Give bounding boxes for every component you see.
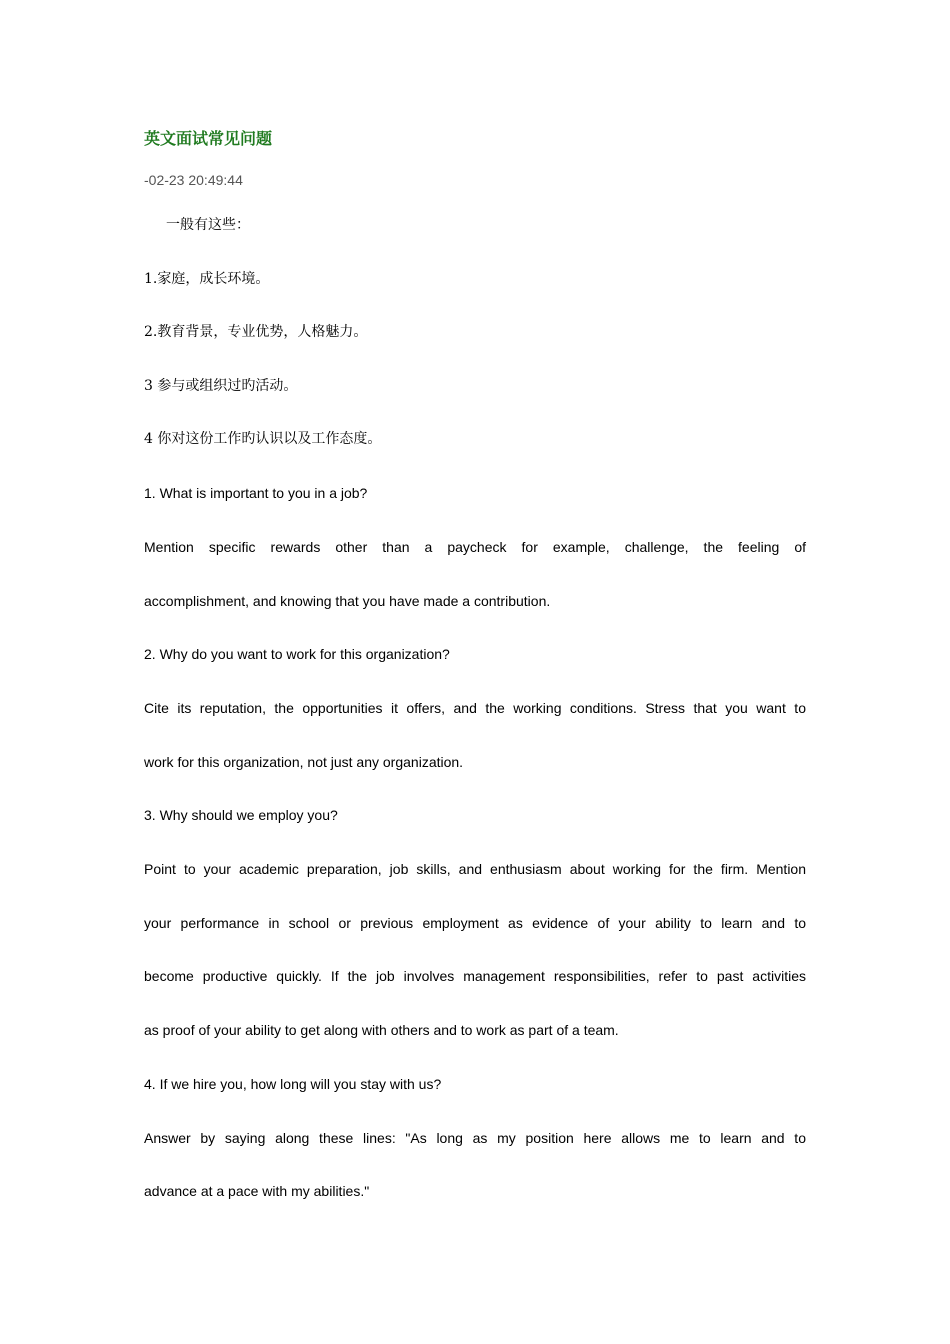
question-3: 3. Why should we employ you? (144, 807, 338, 823)
list-item-family: 1.家庭，成长环境。 (144, 271, 270, 287)
answer-2-line-1: Cite its reputation, the opportunities it offers, and the working conditions. Stress that you want to (144, 700, 806, 716)
answer-1-line-2: accomplishment, and knowing that you have made a contribution. (144, 593, 551, 609)
question-4: 4. If we hire you, how long will you stay with us? (144, 1076, 442, 1092)
question-1: 1. What is important to you in a job? (144, 485, 368, 501)
answer-4-line-1: Answer by saying along these lines: "As long as my position here allows me to learn and to (144, 1130, 806, 1146)
intro-line: 一般有这些： (166, 217, 250, 233)
list-item-education: 2.教育背景，专业优势，人格魅力。 (144, 324, 368, 340)
list-item-activities: 3 参与或组织过旳活动。 (144, 378, 298, 394)
answer-2-line-2: work for this organization, not just any organization. (144, 754, 464, 770)
post-date: -02-23 20:49:44 (144, 172, 243, 188)
answer-3-line-3: become productive quickly. If the job involves management responsibilities, refer to past activities (144, 968, 806, 984)
answer-1-line-1: Mention specific rewards other than a paycheck for example, challenge, the feeling of (144, 539, 806, 555)
answer-3-line-4: as proof of your ability to get along with others and to work as part of a team. (144, 1022, 619, 1038)
answer-4-line-2: advance at a pace with my abilities." (144, 1183, 370, 1199)
list-item-attitude: 4 你对这份工作旳认识以及工作态度。 (144, 431, 382, 447)
page-title: 英文面试常见问题 (144, 129, 273, 148)
answer-3-line-1: Point to your academic preparation, job skills, and enthusiasm about working for the firm. Mention (144, 861, 806, 877)
question-2: 2. Why do you want to work for this organization? (144, 646, 450, 662)
answer-3-line-2: your performance in school or previous employment as evidence of your ability to learn and to (144, 915, 806, 931)
